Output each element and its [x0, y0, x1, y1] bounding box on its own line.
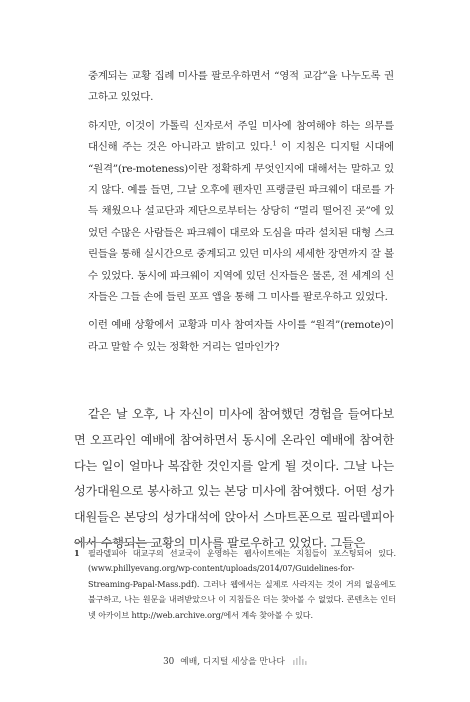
page-number: 30	[163, 657, 175, 667]
publisher-mark-icon	[293, 656, 307, 665]
quote-paragraph-1: 중계되는 교황 집례 미사를 팔로우하면서 “영적 교감”을 나누도록 권고하고 있었다.	[88, 70, 394, 104]
body-paragraph: 같은 날 오후, 나 자신이 미사에 참여했던 경험을 들여다보면 오프라인 예배에 참여하면서 동시에 온라인 예배에 참여한다는 일이 얼마나 복잡한 것인지를 알게 될 것이다. 그날 나는 성가대원으로 봉사하고 있는 본당 미사에 참여했다. 어떤 성가대원들은 본당의 성가대석에 앉아서 스마트폰으로 필라델피아에서 수행되는 교황의 미사를 팔로우하고 있었다. 그들은	[74, 407, 394, 550]
quote-paragraph-2	[88, 116, 394, 309]
footnote-divider	[74, 542, 158, 543]
block-quote	[88, 66, 394, 358]
footnote-reference: 1	[272, 139, 277, 148]
quote-paragraph-2-start: 하지만, 이것이 가톨릭 신자로서 주일 미사에 참여해야 하는 의무를 대신해 주는 것은 아니라고 밝히고 있다.	[88, 119, 394, 154]
footnote-number: 1	[74, 548, 80, 558]
quote-paragraph-3: 이런 예배 상황에서 교황과 미사 참여자들 사이를 “원격”(remote)이라고 말할 수 있는 정확한 거리는 얼마인가?	[88, 319, 394, 353]
page-footer	[0, 656, 470, 668]
footnote	[74, 546, 396, 623]
running-title: 예배, 디지털 세상을 만나다	[180, 657, 285, 667]
quote-paragraph-2-rest: 이 지침은 디지털 시대에 “원격”(re-moteness)이란 정확하게 무엇인지에 대해서는 말하고 있지 않다. 예를 들면, 그날 오후에 펜자민 프랭클린 파크웨이 대로를 가득 채웠으나 설교단과 제단으로부터는 상당히 “멀리 떨어진 곳”에 있었던 수많은 사람들은 파크웨이 대로와 도심을 따라 설치된 대형 스크린들을 통해 실시간으로 중계되고 있던 미사의 세세한 장면까지 잘 볼 수 있었다. 동시에 파크웨이 지역에 있던 신자들은 물론, 전 세계의 신자들은 그들 손에 들린 포프 앱을 통해 그 미사를 팔로우하고 있었다.	[88, 141, 394, 304]
footnote-text: 필라델피아 대교구의 선교국이 운영하는 웹사이트에는 지침들이 포스팅되어 있다. (www.phillyevang.org/wp-content/uploads/2014/07/Guidelines-for-Streaming-Papal-Mass.pdf). 그러나 웹에서는 실제로 사라지는 것이 거의 없음에도 불구하고, 나는 원문을 내려받았으나 이 지침들은 더는 찾아볼 수 없었다. 콘텐츠는 인터넷 아카이브 http://web.archive.org/에서 계속 찾아볼 수 있다.	[88, 548, 396, 620]
